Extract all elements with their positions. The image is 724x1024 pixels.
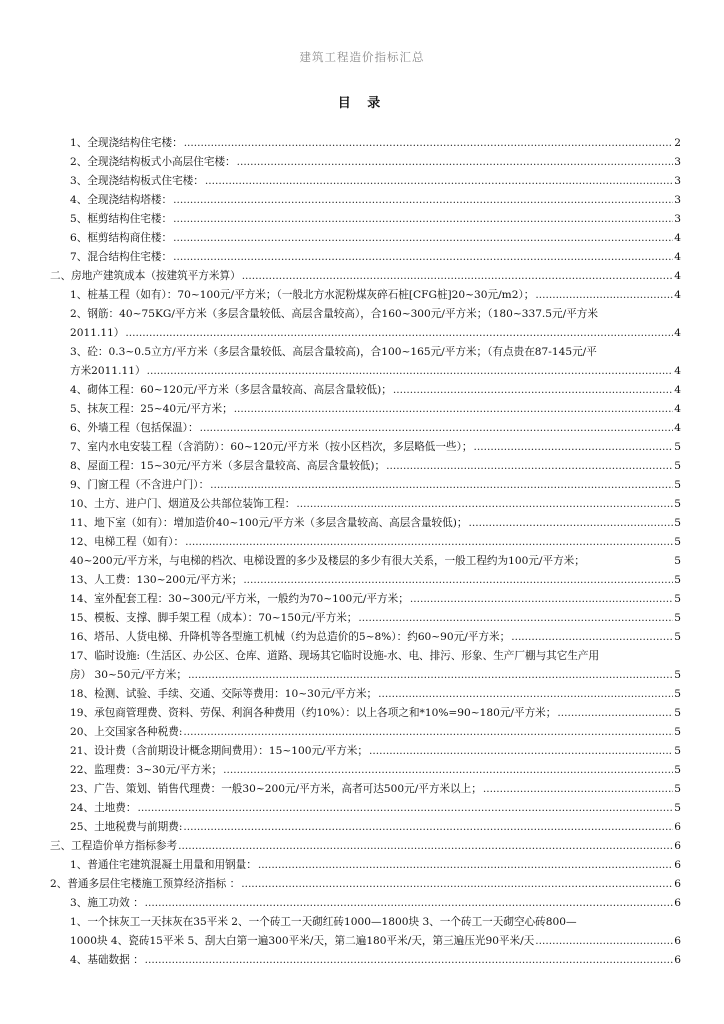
toc-leader — [145, 951, 674, 970]
toc-page-number: 6 — [674, 859, 681, 871]
toc-page-number: 2 — [674, 137, 681, 149]
toc-entry-text: 6、外墙工程（包括保温）： — [70, 422, 199, 434]
toc-entry-text: 1000块 4、瓷砖15平米 5、刮大白第一遍300平米/天，第二遍180平米/天，第三遍压光90平米/天 — [70, 935, 535, 947]
toc-entry-text: 5、抹灰工程：25~40元/平方米； — [70, 403, 233, 415]
toc-leader — [296, 495, 673, 514]
toc-entry[interactable] — [0, 343, 724, 362]
toc-entry[interactable] — [0, 457, 724, 476]
toc-page-number: 5 — [674, 707, 681, 719]
toc-page-number: 3 — [674, 175, 681, 187]
toc-entry-text: 4、基础数据 ： — [70, 954, 144, 966]
toc-page-number: 5 — [674, 593, 681, 605]
toc-leader — [369, 742, 673, 761]
toc-entry-text: 14、室外配套工程：30~300元/平方米，一般约为70~100元/平方米； — [70, 593, 409, 605]
toc-page-number: 3 — [674, 156, 681, 168]
toc-section[interactable] — [0, 267, 724, 286]
toc-entry[interactable] — [0, 704, 724, 723]
toc-entry[interactable] — [0, 419, 724, 438]
toc-page-number: 4 — [674, 403, 681, 415]
toc-page-number: 5 — [674, 498, 681, 510]
toc-page-number: 5 — [674, 669, 681, 681]
toc-leader — [410, 590, 673, 609]
toc-section[interactable] — [0, 837, 724, 856]
toc-entry[interactable] — [0, 799, 724, 818]
toc-entry-text: 16、塔吊、人货电梯、升降机等各型施工机械（约为总造价的5~8%）：约60~90元/平方米； — [70, 631, 511, 643]
toc-entry[interactable] — [0, 723, 724, 742]
toc-entry-text: 17、临时设施:（生活区、办公区、仓库、道路、现场其它临时设施-水、电、排污、形象、生产厂棚与其它生产用 — [70, 650, 600, 662]
toc-leader — [473, 438, 673, 457]
toc-entry[interactable] — [0, 495, 724, 514]
toc-entry[interactable] — [0, 571, 724, 590]
toc-entry-text: 9、门窗工程（不含进户门）： — [70, 479, 210, 491]
toc-entry[interactable] — [0, 533, 724, 552]
toc-entry[interactable] — [0, 153, 724, 172]
toc-entry-text: 3、砼：0.3~0.5立方/平方米（多层含量较低、高层含量较高)，合100~165元/平方米；（有点贵在87-145元/平 — [70, 346, 597, 358]
toc-entry-text: 6、框剪结构商住楼： — [70, 232, 173, 244]
toc-entry-text: 7、混合结构住宅楼： — [70, 251, 173, 263]
toc-entry-text: 13、人工费：130~200元/平方米； — [70, 574, 243, 586]
toc-page-number: 6 — [674, 954, 681, 966]
toc-leader — [173, 191, 673, 210]
toc-page-number: 5 — [674, 479, 681, 491]
toc-page-number: 4 — [674, 384, 681, 396]
toc-entry-text: 8、屋面工程：15~30元/平方米（多层含量较高、高层含量较低)； — [70, 460, 386, 472]
toc-leader — [188, 666, 673, 685]
toc-leader — [511, 628, 673, 647]
toc-heading: 目 录 — [337, 96, 387, 111]
toc-entry-text: 1、一个抹灰工一天抹灰在35平米 2、一个砖工一天砌红砖1000—1800块 3、一个砖工一天砌空心砖800— — [70, 916, 577, 928]
toc-section-text: 三、工程造价单方指标参考 — [50, 840, 178, 852]
toc-page-number: 6 — [674, 935, 681, 947]
toc-entry[interactable] — [0, 742, 724, 761]
toc-leader — [183, 818, 673, 837]
toc-leader — [557, 704, 673, 723]
toc-entry-text: 2、全现浇结构板式小高层住宅楼： — [70, 156, 236, 168]
toc-entry[interactable] — [0, 894, 724, 913]
toc-leader — [223, 761, 673, 780]
toc-entry[interactable] — [0, 818, 724, 837]
toc-section-text: 二、房地产建筑成本（按建筑平方米算） — [50, 270, 241, 282]
toc-entry-text: 22、监理费：3~30元/平方米； — [70, 764, 223, 776]
toc-page-number: 5 — [674, 574, 681, 586]
toc-page-number: 5 — [674, 517, 681, 529]
toc-entry-text: 25、土地税费与前期费: — [70, 821, 183, 833]
toc-leader — [147, 362, 674, 381]
toc-leader — [184, 134, 674, 153]
toc-leader — [243, 571, 673, 590]
toc-leader — [242, 267, 674, 286]
toc-leader — [173, 229, 673, 248]
toc-entry[interactable] — [0, 286, 724, 305]
toc-entry[interactable] — [0, 875, 724, 894]
toc-entry[interactable] — [0, 476, 724, 495]
toc-entry-text: 2、钢筋：40~75KG/平方米（多层含量较低、高层含量较高），合160~300元/平方米；（180~337.5元/平方米 — [70, 308, 598, 320]
toc-entry[interactable] — [0, 856, 724, 875]
toc-entry-continuation[interactable] — [0, 324, 724, 343]
toc-entry-text: 19、承包商管理费、资料、劳保、利润各种费用（约10%）：以上各项之和*10%=90~180元/平方米； — [70, 707, 557, 719]
toc-page-number: 6 — [674, 821, 681, 833]
toc-leader — [358, 609, 673, 628]
toc-page-number: 5 — [674, 688, 681, 700]
toc-entry-text: 18、检测、试验、手续、交通、交际等费用：10~30元/平方米； — [70, 688, 378, 700]
toc-entry-text: 3、施工功效 ： — [70, 897, 144, 909]
toc-entry-text: 24、土地费： — [70, 802, 137, 814]
toc-leader — [183, 723, 673, 742]
toc-entry-continuation[interactable] — [0, 666, 724, 685]
toc-entry[interactable] — [0, 191, 724, 210]
toc-entry[interactable] — [0, 134, 724, 153]
toc-entry-text: 20、上交国家各种税费: — [70, 726, 183, 738]
toc-leader — [468, 514, 673, 533]
toc-entry-text: 3、全现浇结构板式住宅楼： — [70, 175, 204, 187]
toc-page-number: 5 — [674, 745, 681, 757]
toc-entry-continuation[interactable] — [0, 362, 724, 381]
toc-page-number: 4 — [674, 270, 681, 282]
toc-entry-text: 1、普通住宅建筑混凝土用量和用钢量： — [70, 859, 257, 871]
toc-entry[interactable] — [0, 210, 724, 229]
toc-page-number: 5 — [674, 612, 681, 624]
toc-entry[interactable] — [0, 229, 724, 248]
toc-leader — [210, 476, 673, 495]
toc-entry-text: 4、全现浇结构塔楼： — [70, 194, 173, 206]
toc-entry[interactable] — [0, 780, 724, 799]
toc-page-number: 6 — [674, 878, 681, 890]
toc-leader — [393, 381, 673, 400]
toc-leader — [145, 894, 674, 913]
toc-entry-text: 5、框剪结构住宅楼： — [70, 213, 173, 225]
toc-entry-continuation[interactable] — [0, 552, 724, 571]
toc-leader — [173, 210, 673, 229]
toc-page-number: 5 — [674, 764, 681, 776]
toc-page-number: 5 — [674, 536, 681, 548]
toc-entry-text: 15、模板、支撑、脚手架工程（成本）：70~150元/平方米； — [70, 612, 358, 624]
toc-leader — [234, 400, 674, 419]
toc-entry[interactable] — [0, 172, 724, 191]
toc-leader — [258, 856, 673, 875]
toc-entry[interactable] — [0, 381, 724, 400]
toc-leader — [483, 780, 673, 799]
toc-page-number: 4 — [674, 251, 681, 263]
toc-page-number: 6 — [674, 840, 681, 852]
toc-entry-text: 4、砌体工程：60~120元/平方米（多层含量较高、高层含量较低)； — [70, 384, 392, 396]
toc-entry[interactable] — [0, 685, 724, 704]
toc-page-number: 5 — [674, 555, 681, 567]
toc-entry[interactable] — [0, 305, 724, 324]
toc-entry-text: 1、桩基工程（如有）：70~100元/平方米；（一般北方水泥粉煤灰碎石桩[CFG桩]20~30元/m2）； — [70, 289, 535, 301]
toc-entry[interactable] — [0, 913, 724, 932]
toc-leader — [241, 875, 673, 894]
toc-leader — [535, 286, 673, 305]
toc-entry-text: 2011.11） — [70, 327, 125, 339]
toc-entry[interactable] — [0, 609, 724, 628]
toc-page-number: 6 — [674, 897, 681, 909]
toc-page-number: 5 — [674, 460, 681, 472]
toc-leader — [173, 248, 673, 267]
toc-entry-text: 2、普通多层住宅楼施工预算经济指标 ： — [50, 878, 241, 890]
toc-entry-continuation[interactable] — [0, 932, 724, 951]
toc-leader — [125, 324, 673, 343]
toc-entry-text: 11、地下室（如有）：增加造价40~100元/平方米（多层含量较高、高层含量较低)； — [70, 517, 468, 529]
toc-entry[interactable] — [0, 647, 724, 666]
toc-leader — [378, 685, 673, 704]
toc-entry-text: 23、广告、策划、销售代理费：一般30~200元/平方米，高者可达500元/平方米以上； — [70, 783, 482, 795]
toc-entry-text: 1、全现浇结构住宅楼： — [70, 137, 183, 149]
toc-page-number: 4 — [674, 232, 681, 244]
toc-entry[interactable] — [0, 400, 724, 419]
toc-page-number: 5 — [674, 441, 681, 453]
toc-entry[interactable] — [0, 628, 724, 647]
toc-entry-text: 房） 30~50元/平方米； — [70, 669, 187, 681]
toc-entry[interactable] — [0, 590, 724, 609]
toc-page-number: 4 — [674, 422, 681, 434]
toc-page-number: 5 — [674, 631, 681, 643]
toc-leader — [237, 153, 674, 172]
toc-leader — [185, 533, 673, 552]
toc-entry[interactable] — [0, 438, 724, 457]
toc-entry-text: 10、土方、进户门、烟道及公共部位装饰工程： — [70, 498, 296, 510]
toc-leader — [200, 419, 674, 438]
toc-leader — [535, 932, 673, 951]
toc-entry-text: 12、电梯工程（如有）： — [70, 536, 185, 548]
toc-page-number: 5 — [674, 783, 681, 795]
toc-page-number: 4 — [674, 365, 681, 377]
toc-entry[interactable] — [0, 761, 724, 780]
toc-entry[interactable] — [0, 514, 724, 533]
toc-leader — [178, 837, 673, 856]
toc-page-number: 4 — [674, 289, 681, 301]
toc-leader — [205, 172, 673, 191]
toc-entry-text: 方米2011.11） — [70, 365, 146, 377]
toc-page-number: 3 — [674, 213, 681, 225]
toc-page-number: 4 — [674, 327, 681, 339]
toc-leader — [386, 457, 673, 476]
toc-entry-text: 7、室内水电安装工程（含消防）：60~120元/平方米（按小区档次，多层略低一些）； — [70, 441, 473, 453]
toc-page-number: 5 — [674, 802, 681, 814]
toc-leader — [137, 799, 673, 818]
toc-entry[interactable] — [0, 248, 724, 267]
toc-page-number: 5 — [674, 726, 681, 738]
toc-entry-text: 21、设计费（含前期设计概念期间费用）：15~100元/平方米； — [70, 745, 368, 757]
toc-entry[interactable] — [0, 951, 724, 970]
toc-entry-text: 40~200元/平方米，与电梯的档次、电梯设置的多少及楼层的多少有很大关系，一般工程约为100元/平方米； — [70, 555, 585, 567]
toc-page-number: 3 — [674, 194, 681, 206]
document-title: 建筑工程造价指标汇总 — [299, 50, 425, 64]
